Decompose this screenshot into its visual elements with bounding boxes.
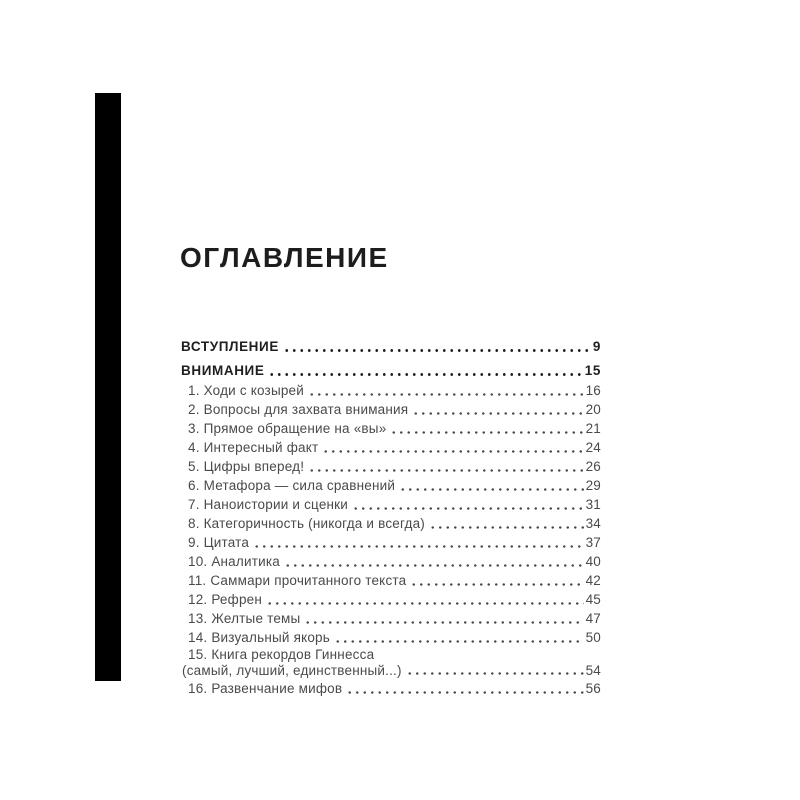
- toc-entry-label: 15. Книга рекордов Гиннесса: [188, 647, 375, 662]
- toc-entry-page: 31: [585, 497, 601, 512]
- left-black-bar: [95, 93, 121, 681]
- toc-entry-label: 11. Саммари прочитанного текста: [188, 573, 407, 588]
- toc-entry-page: 29: [585, 478, 601, 493]
- toc-entry: [181, 533, 601, 552]
- dot-leader: [322, 450, 583, 453]
- dot-leader: [268, 373, 582, 376]
- toc-entry: [181, 495, 601, 514]
- toc-entry-label: 8. Категоричность (никогда и всегда): [188, 516, 426, 531]
- toc-entry-page: 16: [585, 383, 601, 398]
- toc-entry-label: 14. Визуальный якорь: [188, 630, 330, 645]
- toc-entry-label: ВНИМАНИЕ: [181, 363, 265, 378]
- toc-entry-label: 16. Развенчание мифов: [188, 681, 343, 696]
- toc-entry-page: 47: [585, 611, 601, 626]
- dot-leader: [429, 526, 584, 529]
- toc-entry-page: 34: [585, 516, 601, 531]
- dot-leader: [253, 545, 583, 548]
- toc-entry-label: 4. Интересный факт: [188, 440, 319, 455]
- toc-entry-label: 1. Ходи с козырей: [188, 383, 305, 398]
- toc-entry-page: 42: [585, 573, 601, 588]
- toc-entry: [181, 381, 601, 400]
- toc-entry-page: 24: [585, 440, 601, 455]
- toc-entry-page: 20: [585, 402, 601, 417]
- dot-leader: [410, 583, 583, 586]
- toc-entry-label: 6. Метафора — сила сравнений: [188, 478, 396, 493]
- toc-entry-label-line2-row: [181, 663, 601, 679]
- dot-leader: [283, 349, 591, 352]
- toc-entry: [181, 628, 601, 647]
- dot-leader: [390, 431, 583, 434]
- dot-leader: [304, 621, 583, 624]
- dot-leader: [308, 469, 583, 472]
- toc-entry-page: 54: [585, 663, 601, 678]
- toc-entry-label: 13. Желтые темы: [188, 611, 301, 626]
- dot-leader: [266, 602, 584, 605]
- toc-entry-page: 15: [584, 363, 601, 378]
- toc-entry-page: 40: [585, 554, 601, 569]
- toc-entry: [181, 514, 601, 533]
- dot-leader: [308, 393, 584, 396]
- table-of-contents: [181, 337, 601, 698]
- toc-entry-label: 7. Наноистории и сценки: [188, 497, 349, 512]
- toc-entry-label-line2: (самый, лучший, единственный...): [182, 663, 402, 678]
- dot-leader: [346, 691, 583, 694]
- toc-entry: [181, 419, 601, 438]
- toc-entry-label: 3. Прямое обращение на «вы»: [188, 421, 387, 436]
- toc-entry-page: 37: [585, 535, 601, 550]
- dot-leader: [412, 412, 583, 415]
- toc-entry-label: 12. Рефрен: [188, 592, 263, 607]
- toc-entry: [181, 679, 601, 698]
- toc-entry: [181, 590, 601, 609]
- toc-entry: [181, 457, 601, 476]
- toc-entry-label: 5. Цифры вперед!: [188, 459, 305, 474]
- toc-entry: [181, 337, 601, 356]
- toc-entry-page: 45: [585, 592, 601, 607]
- toc-entry-page: 21: [585, 421, 601, 436]
- dot-leader: [406, 672, 584, 675]
- toc-entry-page: 56: [585, 681, 601, 696]
- toc-entry: [181, 438, 601, 457]
- toc-entry: [181, 361, 601, 380]
- dot-leader: [334, 640, 584, 643]
- toc-entry-page: 50: [585, 630, 601, 645]
- dot-leader: [399, 488, 583, 491]
- toc-entry: [181, 400, 601, 419]
- toc-entry-label: 2. Вопросы для захвата внимания: [188, 402, 409, 417]
- toc-entry-label: ВСТУПЛЕНИЕ: [181, 339, 279, 354]
- toc-entry-page: 9: [592, 339, 601, 354]
- toc-entry: [181, 609, 601, 628]
- toc-entry: [181, 476, 601, 495]
- dot-leader: [284, 564, 584, 567]
- dot-leader: [352, 507, 584, 510]
- toc-entry: [181, 552, 601, 571]
- page-title: ОГЛАВЛЕНИЕ: [180, 242, 389, 273]
- toc-entry-page: 26: [585, 459, 601, 474]
- toc-entry-label: 9. Цитата: [188, 535, 250, 550]
- toc-entry: [181, 647, 601, 679]
- toc-entry-label: 10. Аналитика: [188, 554, 280, 569]
- toc-entry: [181, 571, 601, 590]
